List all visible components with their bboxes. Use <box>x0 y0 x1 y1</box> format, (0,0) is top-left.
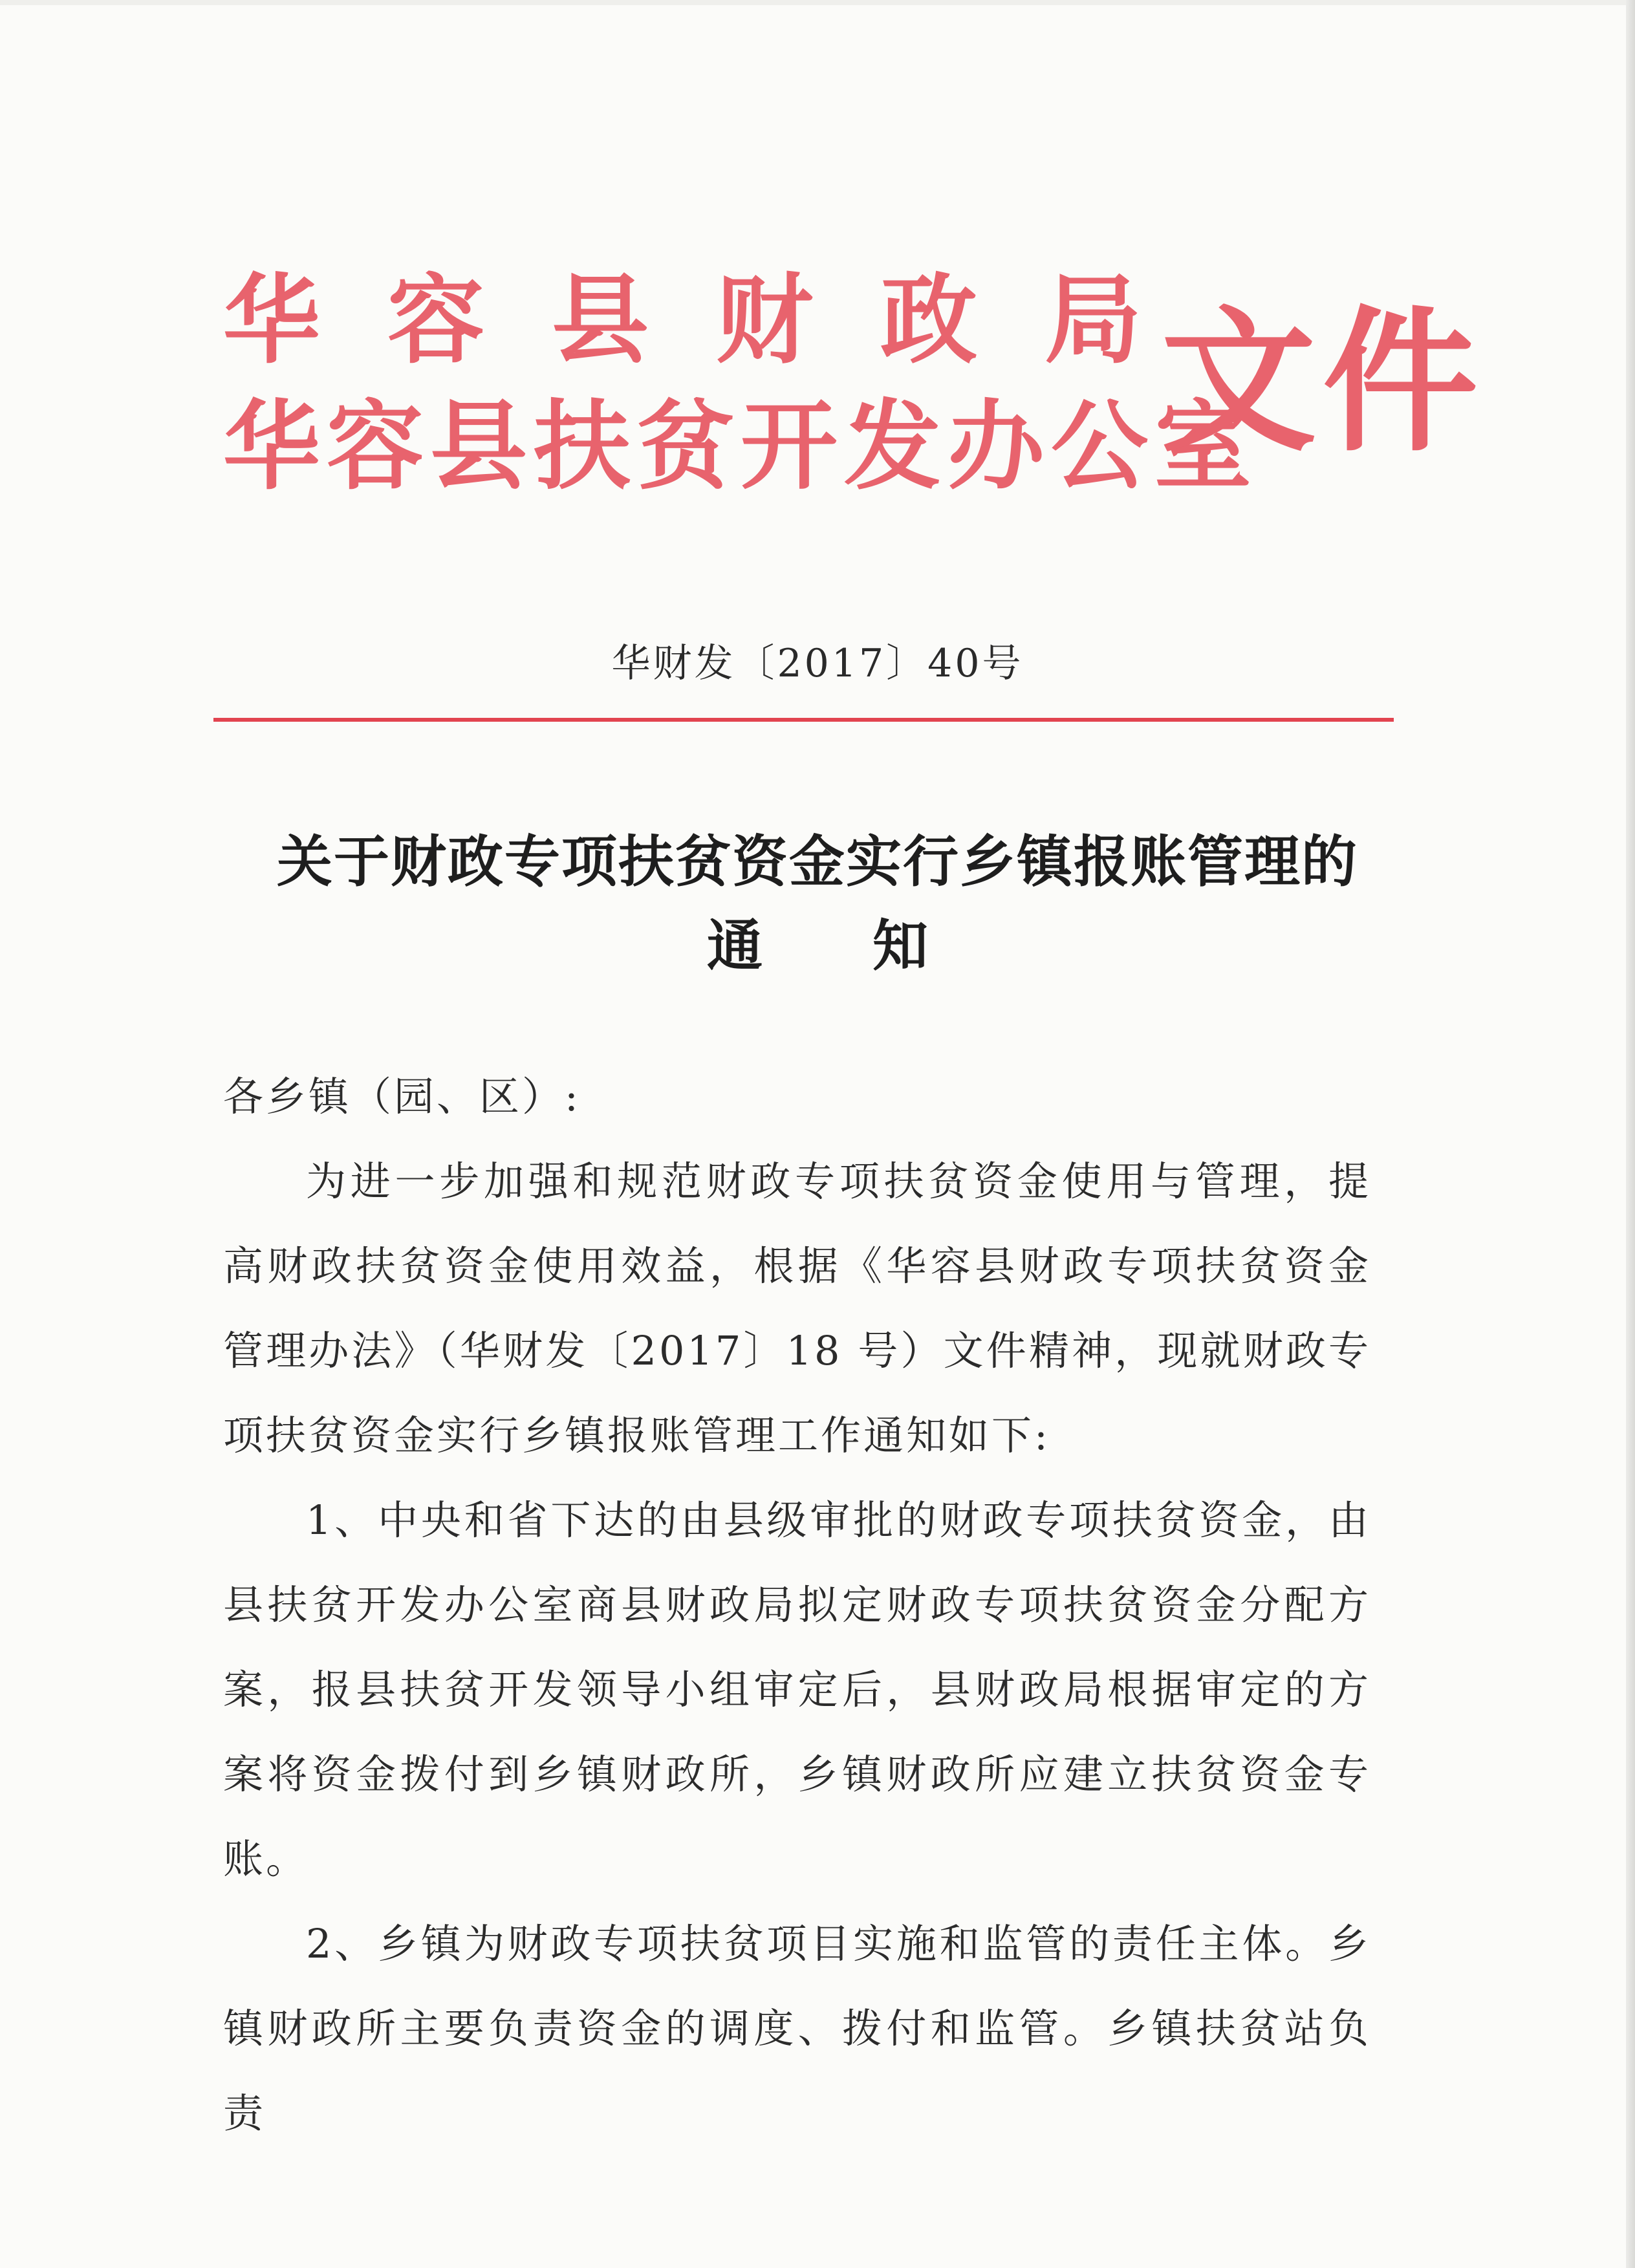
document-number: 华财发〔2017〕40号 <box>611 641 1024 686</box>
scan-right-edge <box>1626 0 1635 2268</box>
document-title-line-2: 通知 <box>707 913 1038 978</box>
letterhead-issuer-2: 华容县扶贫开发办公室 <box>223 389 1259 503</box>
body-paragraph-item-1: 1、中央和省下达的由县级审批的财政专项扶贫资金，由县扶贫开发办公室商县财政局拟定财政专项扶贫资金分配方案，报县扶贫开发领导小组审定后，县财政局根据审定的方案将资金拨付到乡镇财政所，乡镇财政所应建立扶贫资金专账。 <box>223 1496 1371 1883</box>
salutation: 各乡镇（园、区）: <box>223 1073 581 1120</box>
red-separator-line <box>213 718 1394 722</box>
document-title-line-1: 关于财政专项扶贫资金实行乡镇报账管理的 <box>277 829 1358 894</box>
letterhead-document-word: 文件 <box>1161 290 1485 473</box>
red-letterhead <box>223 259 1485 543</box>
document-body <box>223 1054 1371 2155</box>
letterhead-issuer-1: 华容县财政局 <box>223 263 1209 377</box>
scan-top-edge <box>0 0 1635 5</box>
body-paragraph-item-2: 2、乡镇为财政专项扶贫项目实施和监管的责任主体。乡镇财政所主要负责资金的调度、拨付和监管。乡镇扶贫站负责 <box>223 1920 1371 2137</box>
body-paragraph-intro: 为进一步加强和规范财政专项扶贫资金使用与管理，提高财政扶贫资金使用效益，根据《华容县财政专项扶贫资金管理办法》（华财发〔2017〕18 号）文件精神，现就财政专项扶贫资金实行乡镇报账管理工作通知如下: <box>223 1158 1371 1459</box>
